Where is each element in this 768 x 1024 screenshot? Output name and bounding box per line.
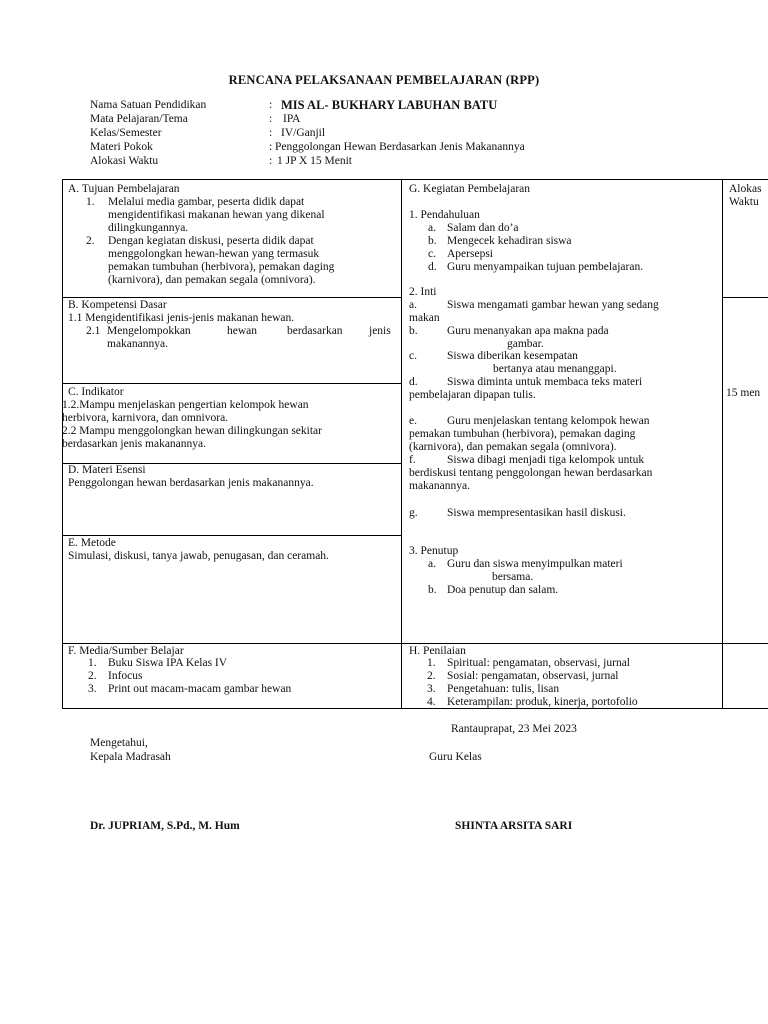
list-mark: f. — [409, 454, 416, 466]
identity-colon: : — [269, 113, 273, 125]
penilaian-item: Keterampilan: produk, kinerja, portofolio — [447, 696, 638, 708]
identity-colon: : — [269, 99, 273, 111]
list-mark: a. — [428, 222, 436, 234]
cell-divider — [722, 297, 768, 298]
inti-item: makan — [409, 312, 440, 324]
guru-name: SHINTA ARSITA SARI — [455, 820, 573, 832]
inti-item: Siswa diminta untuk membaca teks materi — [447, 376, 643, 388]
pendahuluan-item: Salam dan do’a — [447, 222, 519, 234]
inti-item: Siswa mengamati gambar hewan yang sedang — [447, 299, 659, 311]
list-number: 2. — [86, 235, 95, 247]
inti-item: Guru menjelaskan tentang kelompok hewan — [447, 415, 650, 427]
list-number: 1. — [88, 657, 97, 669]
list-number: 1. — [427, 657, 436, 669]
list-mark: g. — [409, 507, 418, 519]
cell-divider — [401, 643, 723, 644]
list-number: 4. — [427, 696, 436, 708]
section-title-media: F. Media/Sumber Belajar — [68, 645, 184, 657]
alokasi-header: Alokas — [729, 183, 762, 195]
subsection-inti: 2. Inti — [409, 286, 437, 298]
pendahuluan-item: Mengecek kehadiran siswa — [447, 235, 572, 247]
section-title-kompetensi: B. Kompetensi Dasar — [68, 299, 167, 311]
cell-divider — [62, 535, 402, 536]
cell-divider — [62, 383, 402, 384]
indikator-item: berdasarkan jenis makanannya. — [62, 438, 207, 450]
identity-value: Penggolongan Hewan Berdasarkan Jenis Makanannya — [275, 141, 525, 153]
list-item: Melalui media gambar, peserta didik dapat — [108, 196, 305, 208]
list-mark: a. — [428, 558, 436, 570]
identity-value: 1 JP X 15 Menit — [277, 155, 352, 167]
identity-colon: : — [269, 127, 273, 139]
list-number: 2. — [88, 670, 97, 682]
mengetahui-label: Mengetahui, — [90, 737, 148, 749]
identity-label: Kelas/Semester — [90, 127, 162, 139]
indikator-item: herbivora, karnivora, dan omnivora. — [62, 412, 229, 424]
subsection-penutup: 3. Penutup — [409, 545, 459, 557]
place-date: Rantauprapat, 23 Mei 2023 — [451, 723, 577, 735]
kd-word: Mengelompokkan — [107, 325, 191, 337]
materi-text: Penggolongan hewan berdasarkan jenis makanannya. — [68, 477, 314, 489]
list-item: menggolongkan hewan-hewan yang termasuk — [108, 248, 320, 260]
table-column-divider — [401, 179, 402, 709]
list-item: dilingkungannya. — [108, 222, 189, 234]
list-item: Dengan kegiatan diskusi, peserta didik dapat — [108, 235, 314, 247]
inti-item: bertanya atau menanggapi. — [493, 363, 617, 375]
media-item: Print out macam-macam gambar hewan — [108, 683, 292, 695]
list-number: 1. — [86, 196, 95, 208]
list-mark: d. — [428, 261, 437, 273]
section-title-penilaian: H. Penilaian — [409, 645, 466, 657]
metode-text: Simulasi, diskusi, tanya jawab, penugasan, dan ceramah. — [68, 550, 329, 562]
table-column-divider — [722, 179, 723, 709]
penilaian-item: Sosial: pengamatan, observasi, jurnal — [447, 670, 619, 682]
penilaian-item: Spiritual: pengamatan, observasi, jurnal — [447, 657, 630, 669]
kepala-name: Dr. JUPRIAM, S.Pd., M. Hum — [90, 820, 240, 832]
kd-number: 2.1 — [86, 325, 101, 337]
pendahuluan-item: Guru menyampaikan tujuan pembelajaran. — [447, 261, 644, 273]
indikator-item: 1.2.Mampu menjelaskan pengertian kelompok hewan — [62, 399, 309, 411]
indikator-item: 2.2 Mampu menggolongkan hewan dilingkungan sekitar — [62, 425, 322, 437]
inti-item: gambar. — [507, 338, 544, 350]
identity-label: Mata Pelajaran/Tema — [90, 113, 188, 125]
document-title: RENCANA PELAKSANAAN PEMBELAJARAN (RPP) — [228, 73, 540, 87]
cell-divider — [722, 643, 768, 644]
list-number: 2. — [427, 670, 436, 682]
list-mark: b. — [409, 325, 418, 337]
list-mark: b. — [428, 235, 437, 247]
list-mark: a. — [409, 299, 417, 311]
inti-item: Siswa mempresentasikan hasil diskusi. — [447, 507, 626, 519]
list-mark: b. — [428, 584, 437, 596]
section-title-kegiatan: G. Kegiatan Pembelajaran — [409, 183, 531, 195]
list-number: 3. — [427, 683, 436, 695]
identity-colon: : — [269, 141, 273, 153]
inti-item: Siswa dibagi menjadi tiga kelompok untuk — [447, 454, 645, 466]
guru-label: Guru Kelas — [429, 751, 482, 763]
list-mark: e. — [409, 415, 417, 427]
subsection-pendahuluan: 1. Pendahuluan — [409, 209, 480, 221]
kd-word: hewan — [227, 325, 258, 337]
penutup-item: Doa penutup dan salam. — [447, 584, 559, 596]
inti-item: berdiskusi tentang penggolongan hewan berdasarkan — [409, 467, 653, 479]
identity-label: Nama Satuan Pendidikan — [90, 99, 207, 111]
list-item: (karnivora), dan pemakan segala (omnivora). — [108, 274, 316, 286]
cell-divider — [62, 297, 402, 298]
pendahuluan-item: Apersepsi — [447, 248, 493, 260]
table-border-bottom — [62, 708, 768, 709]
section-title-indikator: C. Indikator — [68, 386, 124, 398]
section-title-metode: E. Metode — [68, 537, 116, 549]
list-mark: c. — [428, 248, 436, 260]
identity-value: MIS AL- BUKHARY LABUHAN BATU — [281, 98, 498, 112]
list-number: 3. — [88, 683, 97, 695]
table-border-top — [62, 179, 768, 180]
penilaian-item: Pengetahuan: tulis, lisan — [447, 683, 560, 695]
section-title-materi: D. Materi Esensi — [68, 464, 146, 476]
kd-item: makanannya. — [107, 338, 168, 350]
alokasi-time: 15 men — [726, 387, 761, 399]
identity-label: Alokasi Waktu — [90, 155, 159, 167]
list-item: pemakan tumbuhan (herbivora), pemakan daging — [108, 261, 335, 273]
inti-item: pembelajaran dipapan tulis. — [409, 389, 536, 401]
identity-value: IPA — [283, 113, 301, 125]
identity-label: Materi Pokok — [90, 141, 153, 153]
inti-item: Guru menanyakan apa makna pada — [447, 325, 609, 337]
inti-item: (karnivora), dan pemakan segala (omnivora). — [409, 441, 617, 453]
list-mark: d. — [409, 376, 418, 388]
kd-item: 1.1 Mengidentifikasi jenis-jenis makanan hewan. — [68, 312, 295, 324]
kd-word: berdasarkan — [287, 325, 343, 337]
inti-item: Siswa diberikan kesempatan — [447, 350, 578, 362]
kd-word: jenis — [369, 325, 391, 337]
penutup-item: bersama. — [492, 571, 534, 583]
identity-value: IV/Ganjil — [281, 127, 326, 139]
list-item: mengidentifikasi makanan hewan yang dikenal — [108, 209, 325, 221]
inti-item: pemakan tumbuhan (herbivora), pemakan daging — [409, 428, 636, 440]
alokasi-header: Waktu — [729, 196, 759, 208]
kepala-label: Kepala Madrasah — [90, 751, 171, 763]
cell-divider — [62, 643, 402, 644]
media-item: Infocus — [108, 670, 143, 682]
list-mark: c. — [409, 350, 417, 362]
media-item: Buku Siswa IPA Kelas IV — [108, 657, 228, 669]
section-title-tujuan: A. Tujuan Pembelajaran — [68, 183, 180, 195]
identity-colon: : — [269, 155, 273, 167]
penutup-item: Guru dan siswa menyimpulkan materi — [447, 558, 623, 570]
inti-item: makanannya. — [409, 480, 470, 492]
